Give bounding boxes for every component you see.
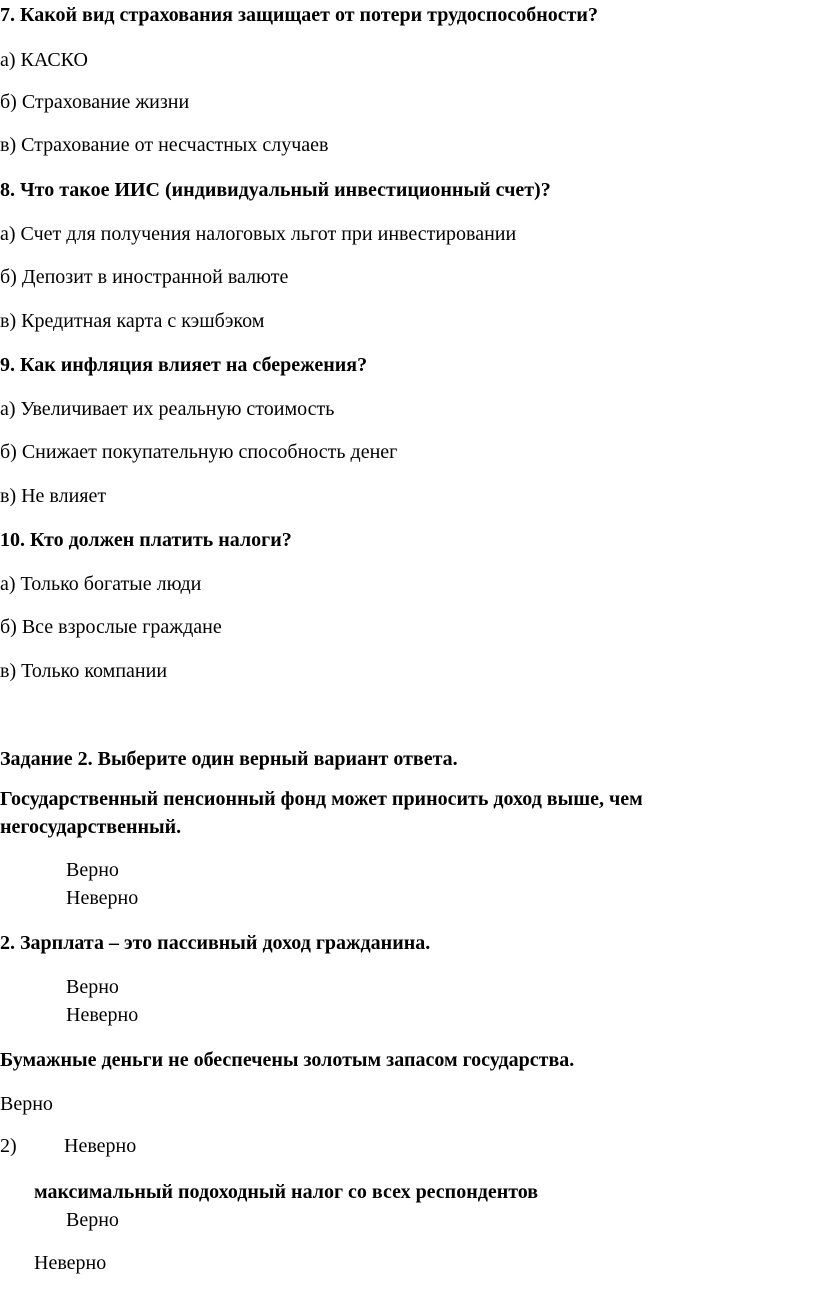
statement-4-option-false: Неверно — [34, 1252, 107, 1274]
statement-3-option-false: Неверно — [64, 1135, 137, 1157]
question-9: 9. Как инфляция влияет на сбережения? — [0, 354, 368, 376]
statement-1-line-2: негосударственный. — [0, 816, 182, 838]
q10-option-c: в) Только компании — [0, 660, 168, 682]
question-10: 10. Кто должен платить налоги? — [0, 529, 292, 551]
q7-option-b: б) Страхование жизни — [0, 91, 190, 113]
statement-1-option-false: Неверно — [66, 887, 139, 909]
question-8: 8. Что такое ИИС (индивидуальный инвестиционный счет)? — [0, 179, 551, 201]
statement-1-line-1: Государственный пенсионный фонд может приносить доход выше, чем — [0, 788, 643, 810]
statement-3: Бумажные деньги не обеспечены золотым запасом государства. — [0, 1049, 575, 1071]
q8-option-b: б) Депозит в иностранной валюте — [0, 266, 289, 288]
question-7: 7. Какой вид страхования защищает от потери трудоспособности? — [0, 4, 598, 26]
q9-option-b: б) Снижает покупательную способность денег — [0, 441, 398, 463]
q8-option-c: в) Кредитная карта с кэшбэком — [0, 310, 265, 332]
statement-3-option-false-number: 2) — [0, 1135, 17, 1157]
q10-option-a: а) Только богатые люди — [0, 573, 202, 595]
statement-2-option-true: Верно — [66, 976, 119, 998]
q10-option-b: б) Все взрослые граждане — [0, 616, 222, 638]
statement-3-option-true: Верно — [0, 1093, 53, 1115]
statement-2-option-false: Неверно — [66, 1004, 139, 1026]
statement-4-option-true: Верно — [66, 1209, 119, 1231]
q7-option-c: в) Страхование от несчастных случаев — [0, 134, 329, 156]
task2-heading: Задание 2. Выберите один верный вариант ответа. — [0, 748, 458, 770]
statement-2: 2. Зарплата – это пассивный доход гражданина. — [0, 932, 431, 954]
q8-option-a: а) Счет для получения налоговых льгот при инвестировании — [0, 223, 517, 245]
statement-4: максимальный подоходный налог со всех респондентов — [34, 1181, 539, 1203]
q7-option-a: а) КАСКО — [0, 49, 88, 71]
q9-option-c: в) Не влияет — [0, 485, 107, 507]
q9-option-a: а) Увеличивает их реальную стоимость — [0, 398, 335, 420]
statement-1-option-true: Верно — [66, 859, 119, 881]
